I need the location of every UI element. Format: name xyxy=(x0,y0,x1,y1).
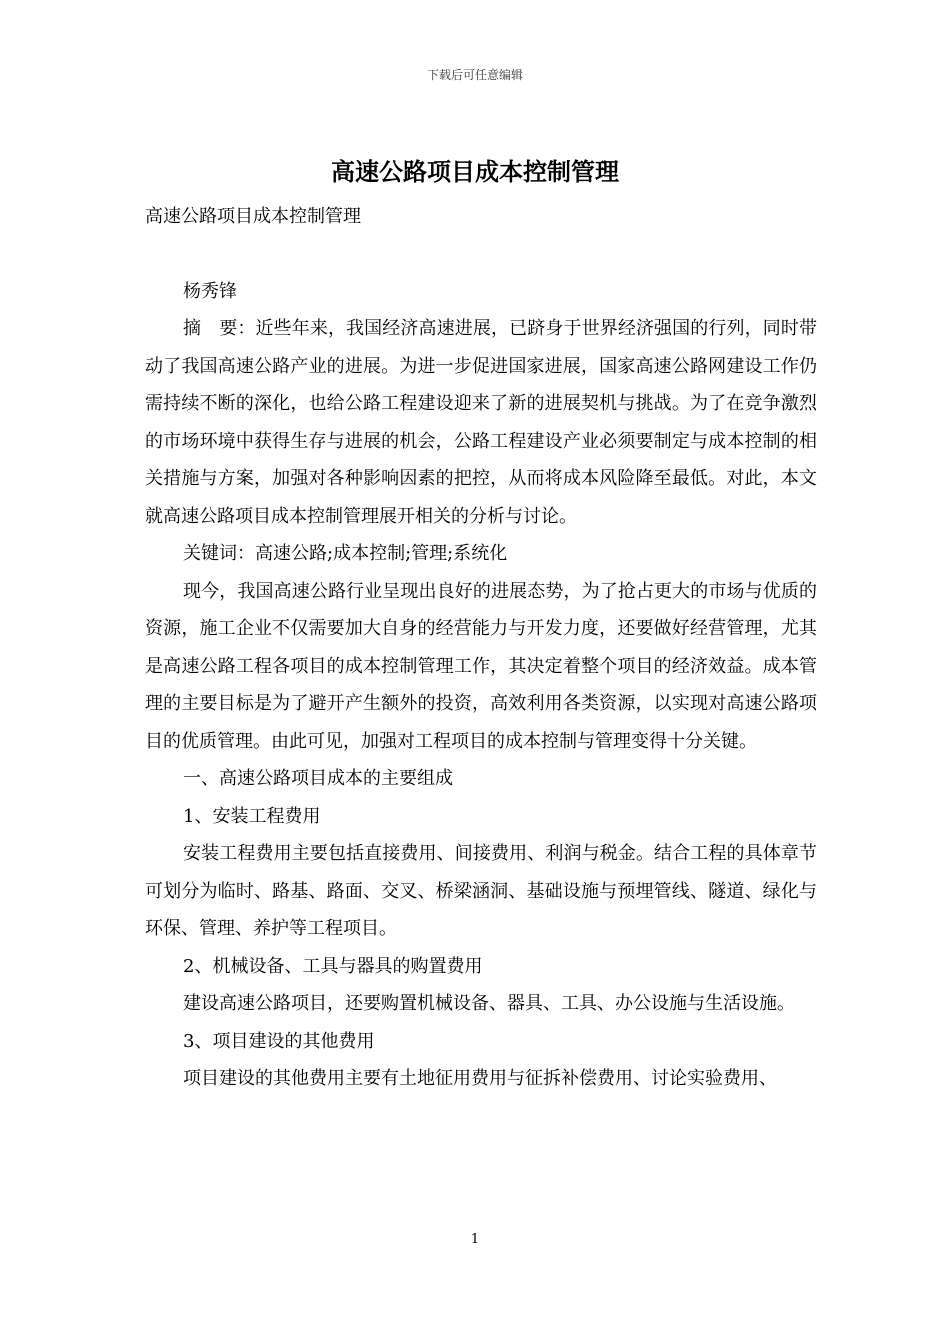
author: 杨秀锋 xyxy=(183,280,237,302)
item-heading-2: 2、机械设备、工具与器具的购置费用 xyxy=(183,955,483,977)
item-paragraph-3: 项目建设的其他费用主要有土地征用费用与征拆补偿费用、讨论实验费用、 xyxy=(183,1068,777,1089)
page-header-note: 下载后可任意编辑 xyxy=(426,68,523,82)
item-paragraph-2: 建设高速公路项目，还要购置机械设备、器具、工具、办公设施与生活设施。 xyxy=(183,993,795,1014)
subtitle: 高速公路项目成本控制管理 xyxy=(145,206,361,227)
document-title: 高速公路项目成本控制管理 xyxy=(331,157,619,186)
item-paragraph-1: 安装工程费用主要包括直接费用、间接费用、利润与税金。结合工程的具体章节可划分为临时、路基、路面、交叉、桥梁涵洞、基础设施与预埋管线、隧道、绿化与环保、管理、养护等工程项目。 xyxy=(145,843,817,939)
document-body xyxy=(145,198,817,1098)
item-heading-1: 1、安装工程费用 xyxy=(183,805,321,827)
keywords-line: 关键词：高速公路;成本控制;管理;系统化 xyxy=(183,543,508,564)
abstract-paragraph: 摘 要：近些年来，我国经济高速进展，已跻身于世界经济强国的行列，同时带动了我国高速公路产业的进展。为进一步促进国家进展，国家高速公路网建设工作仍需持续不断的深化，也给公路工程建设迎来了新的进展契机与挑战。为了在竞争激烈的市场环境中获得生存与进展的机会，公路工程建设产业必须要制定与成本控制的相关措施与方案，加强对各种影响因素的把控，从而将成本风险降至最低。对此，本文就高速公路项目成本控制管理展开相关的分析与讨论。 xyxy=(145,318,817,527)
item-heading-3: 3、项目建设的其他费用 xyxy=(183,1030,375,1052)
page-number: 1 xyxy=(470,1232,480,1247)
section-heading-1: 一、高速公路项目成本的主要组成 xyxy=(183,768,453,789)
intro-paragraph: 现今，我国高速公路行业呈现出良好的进展态势，为了抢占更大的市场与优质的资源，施工企业不仅需要加大自身的经营能力与开发力度，还要做好经营管理，尤其是高速公路工程各项目的成本控制管理工作，其决定着整个项目的经济效益。成本管理的主要目标是为了避开产生额外的投资，高效利用各类资源，以实现对高速公路项目的优质管理。由此可见，加强对工程项目的成本控制与管理变得十分关键。 xyxy=(145,580,817,752)
